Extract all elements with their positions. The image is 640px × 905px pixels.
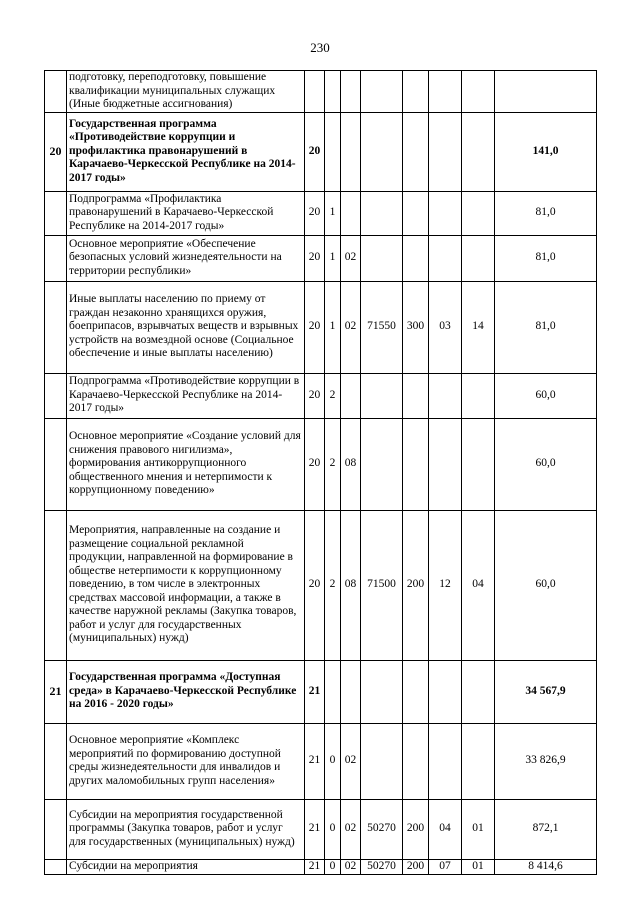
row-number bbox=[45, 235, 67, 281]
code-subsection bbox=[462, 235, 495, 281]
code-direction: 71500 bbox=[361, 510, 403, 660]
row-number bbox=[45, 373, 67, 418]
row-sum: 141,0 bbox=[495, 112, 597, 191]
code-expense-type bbox=[403, 418, 429, 510]
code-expense-type bbox=[403, 71, 429, 113]
code-section bbox=[429, 723, 462, 799]
code-subsection bbox=[462, 660, 495, 723]
row-sum: 33 826,9 bbox=[495, 723, 597, 799]
code-section bbox=[429, 235, 462, 281]
row-sum: 81,0 bbox=[495, 191, 597, 235]
code-subprogram: 1 bbox=[325, 281, 341, 373]
code-measure: 08 bbox=[341, 418, 361, 510]
code-expense-type: 200 bbox=[403, 799, 429, 859]
code-expense-type bbox=[403, 235, 429, 281]
row-number bbox=[45, 723, 67, 799]
code-direction: 71550 bbox=[361, 281, 403, 373]
row-name: Основное мероприятие «Обеспечение безопасных условий жизнедеятельности на территории республики» bbox=[67, 235, 305, 281]
code-subsection bbox=[462, 373, 495, 418]
row-number: 20 bbox=[45, 112, 67, 191]
code-program bbox=[305, 71, 325, 113]
code-direction bbox=[361, 418, 403, 510]
row-sum: 81,0 bbox=[495, 281, 597, 373]
row-name: Иные выплаты населению по приему от граждан незаконно хранящихся оружия, боеприпасов, взрывчатых веществ и взрывных устройств на возмездной основе (Социальное обеспечение и иные выплаты населению) bbox=[67, 281, 305, 373]
row-number bbox=[45, 191, 67, 235]
row-name: Государственная программа «Противодействие коррупции и профилактика правонарушений в Карачаево-Черкесской Республике на 2014-2017 годы» bbox=[67, 112, 305, 191]
code-subprogram: 2 bbox=[325, 373, 341, 418]
code-subprogram: 0 bbox=[325, 859, 341, 874]
code-direction: 50270 bbox=[361, 799, 403, 859]
code-measure: 02 bbox=[341, 723, 361, 799]
code-expense-type: 200 bbox=[403, 859, 429, 874]
code-measure: 02 bbox=[341, 799, 361, 859]
code-section: 07 bbox=[429, 859, 462, 874]
code-section: 03 bbox=[429, 281, 462, 373]
code-program: 20 bbox=[305, 235, 325, 281]
table-row bbox=[45, 859, 597, 874]
code-subsection: 14 bbox=[462, 281, 495, 373]
code-subsection bbox=[462, 418, 495, 510]
code-measure: 08 bbox=[341, 510, 361, 660]
code-subprogram: 0 bbox=[325, 723, 341, 799]
row-sum: 8 414,6 bbox=[495, 859, 597, 874]
code-section bbox=[429, 373, 462, 418]
code-measure: 02 bbox=[341, 281, 361, 373]
code-program: 21 bbox=[305, 859, 325, 874]
code-direction bbox=[361, 71, 403, 113]
code-direction: 50270 bbox=[361, 859, 403, 874]
row-name: Подпрограмма «Профилактика правонарушений в Карачаево-Черкесской Республике на 2014-2017 годы» bbox=[67, 191, 305, 235]
code-subprogram: 1 bbox=[325, 191, 341, 235]
code-direction bbox=[361, 373, 403, 418]
table-row bbox=[45, 418, 597, 510]
code-expense-type bbox=[403, 660, 429, 723]
code-direction bbox=[361, 112, 403, 191]
table-row bbox=[45, 71, 597, 113]
code-direction bbox=[361, 191, 403, 235]
code-program: 20 bbox=[305, 418, 325, 510]
code-program: 21 bbox=[305, 723, 325, 799]
row-number bbox=[45, 281, 67, 373]
code-subsection bbox=[462, 71, 495, 113]
code-expense-type bbox=[403, 112, 429, 191]
row-number bbox=[45, 510, 67, 660]
code-expense-type: 300 bbox=[403, 281, 429, 373]
code-subsection: 01 bbox=[462, 799, 495, 859]
page-number: 230 bbox=[310, 40, 330, 55]
code-measure bbox=[341, 660, 361, 723]
code-program: 21 bbox=[305, 799, 325, 859]
code-section: 04 bbox=[429, 799, 462, 859]
row-sum: 60,0 bbox=[495, 373, 597, 418]
code-subsection bbox=[462, 723, 495, 799]
row-sum: 34 567,9 bbox=[495, 660, 597, 723]
code-section bbox=[429, 71, 462, 113]
code-measure: 02 bbox=[341, 859, 361, 874]
row-number bbox=[45, 71, 67, 113]
row-name: Государственная программа «Доступная среда» в Карачаево-Черкесской Республике на 2016 - 2020 годы» bbox=[67, 660, 305, 723]
code-subsection bbox=[462, 112, 495, 191]
code-expense-type: 200 bbox=[403, 510, 429, 660]
code-direction bbox=[361, 660, 403, 723]
code-section bbox=[429, 418, 462, 510]
row-sum: 81,0 bbox=[495, 235, 597, 281]
row-sum: 60,0 bbox=[495, 510, 597, 660]
code-measure: 02 bbox=[341, 235, 361, 281]
code-measure bbox=[341, 191, 361, 235]
code-subprogram bbox=[325, 71, 341, 113]
code-subprogram: 0 bbox=[325, 799, 341, 859]
row-name: подготовку, переподготовку, повышение квалификации муниципальных служащих (Иные бюджетные ассигнования) bbox=[67, 71, 305, 113]
row-name: Субсидии на мероприятия государственной программы (Закупка товаров, работ и услуг для государственных (муниципальных) нужд) bbox=[67, 799, 305, 859]
row-number bbox=[45, 799, 67, 859]
row-number: 21 bbox=[45, 660, 67, 723]
row-sum bbox=[495, 71, 597, 113]
code-program: 20 bbox=[305, 281, 325, 373]
code-section bbox=[429, 191, 462, 235]
code-direction bbox=[361, 723, 403, 799]
code-expense-type bbox=[403, 723, 429, 799]
code-program: 20 bbox=[305, 510, 325, 660]
code-subprogram: 2 bbox=[325, 418, 341, 510]
code-program: 21 bbox=[305, 660, 325, 723]
code-subprogram: 2 bbox=[325, 510, 341, 660]
row-name: Подпрограмма «Противодействие коррупции в Карачаево-Черкесской Республике на 2014-2017 годы» bbox=[67, 373, 305, 418]
code-section bbox=[429, 660, 462, 723]
row-number bbox=[45, 418, 67, 510]
row-name: Основное мероприятие «Создание условий для снижения правового нигилизма», формирования антикоррупционного общественного мнения и нетерпимости к коррупционному поведению» bbox=[67, 418, 305, 510]
code-section: 12 bbox=[429, 510, 462, 660]
code-subprogram: 1 bbox=[325, 235, 341, 281]
code-section bbox=[429, 112, 462, 191]
code-measure bbox=[341, 373, 361, 418]
code-measure bbox=[341, 112, 361, 191]
row-number bbox=[45, 859, 67, 874]
row-name: Субсидии на мероприятия bbox=[67, 859, 305, 874]
code-expense-type bbox=[403, 191, 429, 235]
code-subsection: 04 bbox=[462, 510, 495, 660]
table-row bbox=[45, 660, 597, 723]
table-row bbox=[45, 112, 597, 191]
table-row bbox=[45, 723, 597, 799]
code-measure bbox=[341, 71, 361, 113]
table-row bbox=[45, 191, 597, 235]
table-row bbox=[45, 281, 597, 373]
code-subsection: 01 bbox=[462, 859, 495, 874]
code-program: 20 bbox=[305, 191, 325, 235]
table-row bbox=[45, 799, 597, 859]
table-row bbox=[45, 235, 597, 281]
row-sum: 60,0 bbox=[495, 418, 597, 510]
row-sum: 872,1 bbox=[495, 799, 597, 859]
budget-table bbox=[44, 70, 597, 875]
table-row bbox=[45, 373, 597, 418]
row-name: Основное мероприятие «Комплекс мероприятий по формированию доступной среды жизнедеятельности для инвалидов и других маломобильных групп населения» bbox=[67, 723, 305, 799]
code-program: 20 bbox=[305, 112, 325, 191]
code-subprogram bbox=[325, 112, 341, 191]
code-expense-type bbox=[403, 373, 429, 418]
row-name: Мероприятия, направленные на создание и размещение социальной рекламной продукции, направленной на формирование в обществе нетерпимости к коррупционному поведению, в том числе в электронных средствах массовой информации, а также в качестве наружной рекламы (Закупка товаров, работ и услуг для государственных (муниципальных) нужд) bbox=[67, 510, 305, 660]
code-subprogram bbox=[325, 660, 341, 723]
code-subsection bbox=[462, 191, 495, 235]
code-direction bbox=[361, 235, 403, 281]
code-program: 20 bbox=[305, 373, 325, 418]
table-row bbox=[45, 510, 597, 660]
